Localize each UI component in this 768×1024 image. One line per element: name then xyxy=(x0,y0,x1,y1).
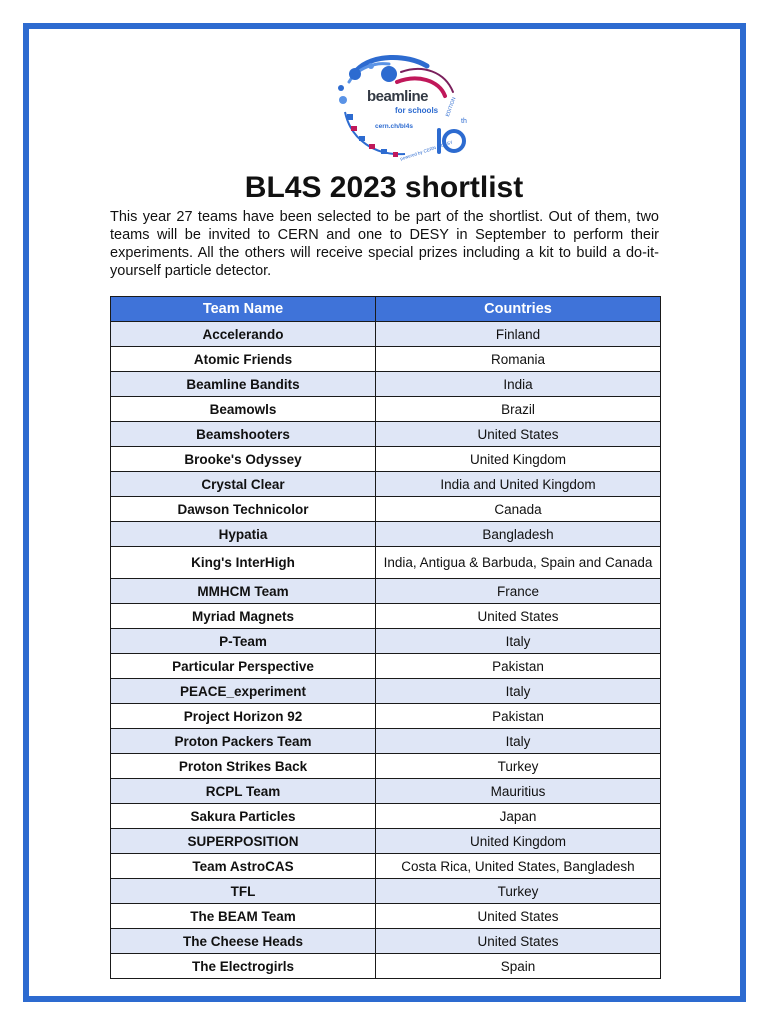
table-row xyxy=(111,729,661,754)
table-row xyxy=(111,547,661,579)
country-cell: Pakistan xyxy=(376,704,661,729)
team-name-cell: Proton Packers Team xyxy=(111,729,376,754)
table-row xyxy=(111,422,661,447)
country-cell: Italy xyxy=(376,679,661,704)
country-cell: United Kingdom xyxy=(376,447,661,472)
logo-subtitle: for schools xyxy=(395,106,439,115)
logo-anniversary-suffix: th xyxy=(461,118,467,125)
logo-wordmark: beamline xyxy=(367,88,429,105)
team-name-cell: MMHCM Team xyxy=(111,579,376,604)
bl4s-logo xyxy=(327,52,477,164)
country-cell: Pakistan xyxy=(376,654,661,679)
table-row xyxy=(111,322,661,347)
team-name-cell: Beamline Bandits xyxy=(111,372,376,397)
country-cell: Italy xyxy=(376,629,661,654)
table-row xyxy=(111,447,661,472)
country-cell: United States xyxy=(376,929,661,954)
country-cell: India xyxy=(376,372,661,397)
country-cell: Spain xyxy=(376,954,661,979)
team-name-cell: RCPL Team xyxy=(111,779,376,804)
team-name-cell: Sakura Particles xyxy=(111,804,376,829)
logo-url: cern.ch/bl4s xyxy=(375,123,413,130)
table-row xyxy=(111,829,661,854)
country-cell: Bangladesh xyxy=(376,522,661,547)
team-name-cell: P-Team xyxy=(111,629,376,654)
country-cell: Italy xyxy=(376,729,661,754)
shortlist-table xyxy=(110,296,661,979)
team-name-cell: Beamshooters xyxy=(111,422,376,447)
table-header-row xyxy=(111,297,661,322)
team-name-cell: The Electrogirls xyxy=(111,954,376,979)
table-row xyxy=(111,579,661,604)
page-title: BL4S 2023 shortlist xyxy=(244,171,524,204)
country-cell: United States xyxy=(376,422,661,447)
team-name-cell: SUPERPOSITION xyxy=(111,829,376,854)
team-name-cell: Dawson Technicolor xyxy=(111,497,376,522)
table-row xyxy=(111,654,661,679)
column-header-team-name: Team Name xyxy=(111,297,376,322)
table-row xyxy=(111,372,661,397)
team-name-cell: Crystal Clear xyxy=(111,472,376,497)
table-row xyxy=(111,804,661,829)
team-name-cell: King's InterHigh xyxy=(111,547,376,579)
team-name-cell: Particular Perspective xyxy=(111,654,376,679)
table-row xyxy=(111,347,661,372)
country-cell: Costa Rica, United States, Bangladesh xyxy=(376,854,661,879)
table-row xyxy=(111,704,661,729)
table-row xyxy=(111,779,661,804)
column-header-countries: Countries xyxy=(376,297,661,322)
team-name-cell: PEACE_experiment xyxy=(111,679,376,704)
team-name-cell: TFL xyxy=(111,879,376,904)
country-cell: United Kingdom xyxy=(376,829,661,854)
country-cell: Canada xyxy=(376,497,661,522)
table-row xyxy=(111,629,661,654)
team-name-cell: Atomic Friends xyxy=(111,347,376,372)
table-row xyxy=(111,854,661,879)
table-row xyxy=(111,754,661,779)
team-name-cell: Team AstroCAS xyxy=(111,854,376,879)
country-cell: Romania xyxy=(376,347,661,372)
team-name-cell: The Cheese Heads xyxy=(111,929,376,954)
country-cell: United States xyxy=(376,904,661,929)
table-row xyxy=(111,604,661,629)
table-row xyxy=(111,904,661,929)
country-cell: Turkey xyxy=(376,754,661,779)
team-name-cell: Brooke's Odyssey xyxy=(111,447,376,472)
intro-paragraph: This year 27 teams have been selected to be part of the shortlist. Out of them, two teams will be invited to CERN and one to DESY in September to perform their experiments. All the others will receive special prizes including a kit to build a do-it-yourself particle detector. xyxy=(110,209,659,279)
team-name-cell: The BEAM Team xyxy=(111,904,376,929)
table-row xyxy=(111,954,661,979)
team-name-cell: Project Horizon 92 xyxy=(111,704,376,729)
table-row xyxy=(111,397,661,422)
country-cell: Brazil xyxy=(376,397,661,422)
team-name-cell: Beamowls xyxy=(111,397,376,422)
country-cell: Japan xyxy=(376,804,661,829)
table-row xyxy=(111,472,661,497)
country-cell: Finland xyxy=(376,322,661,347)
country-cell: India, Antigua & Barbuda, Spain and Canada xyxy=(376,547,661,579)
team-name-cell: Hypatia xyxy=(111,522,376,547)
team-name-cell: Myriad Magnets xyxy=(111,604,376,629)
country-cell: France xyxy=(376,579,661,604)
logo-powered-by: powered by CERN & DESY xyxy=(399,139,454,162)
country-cell: Turkey xyxy=(376,879,661,904)
table-row xyxy=(111,497,661,522)
country-cell: Mauritius xyxy=(376,779,661,804)
logo-edition: EDITION xyxy=(444,96,458,118)
country-cell: United States xyxy=(376,604,661,629)
country-cell: India and United Kingdom xyxy=(376,472,661,497)
table-row xyxy=(111,522,661,547)
table-row xyxy=(111,679,661,704)
team-name-cell: Proton Strikes Back xyxy=(111,754,376,779)
table-row xyxy=(111,929,661,954)
table-row xyxy=(111,879,661,904)
team-name-cell: Accelerando xyxy=(111,322,376,347)
